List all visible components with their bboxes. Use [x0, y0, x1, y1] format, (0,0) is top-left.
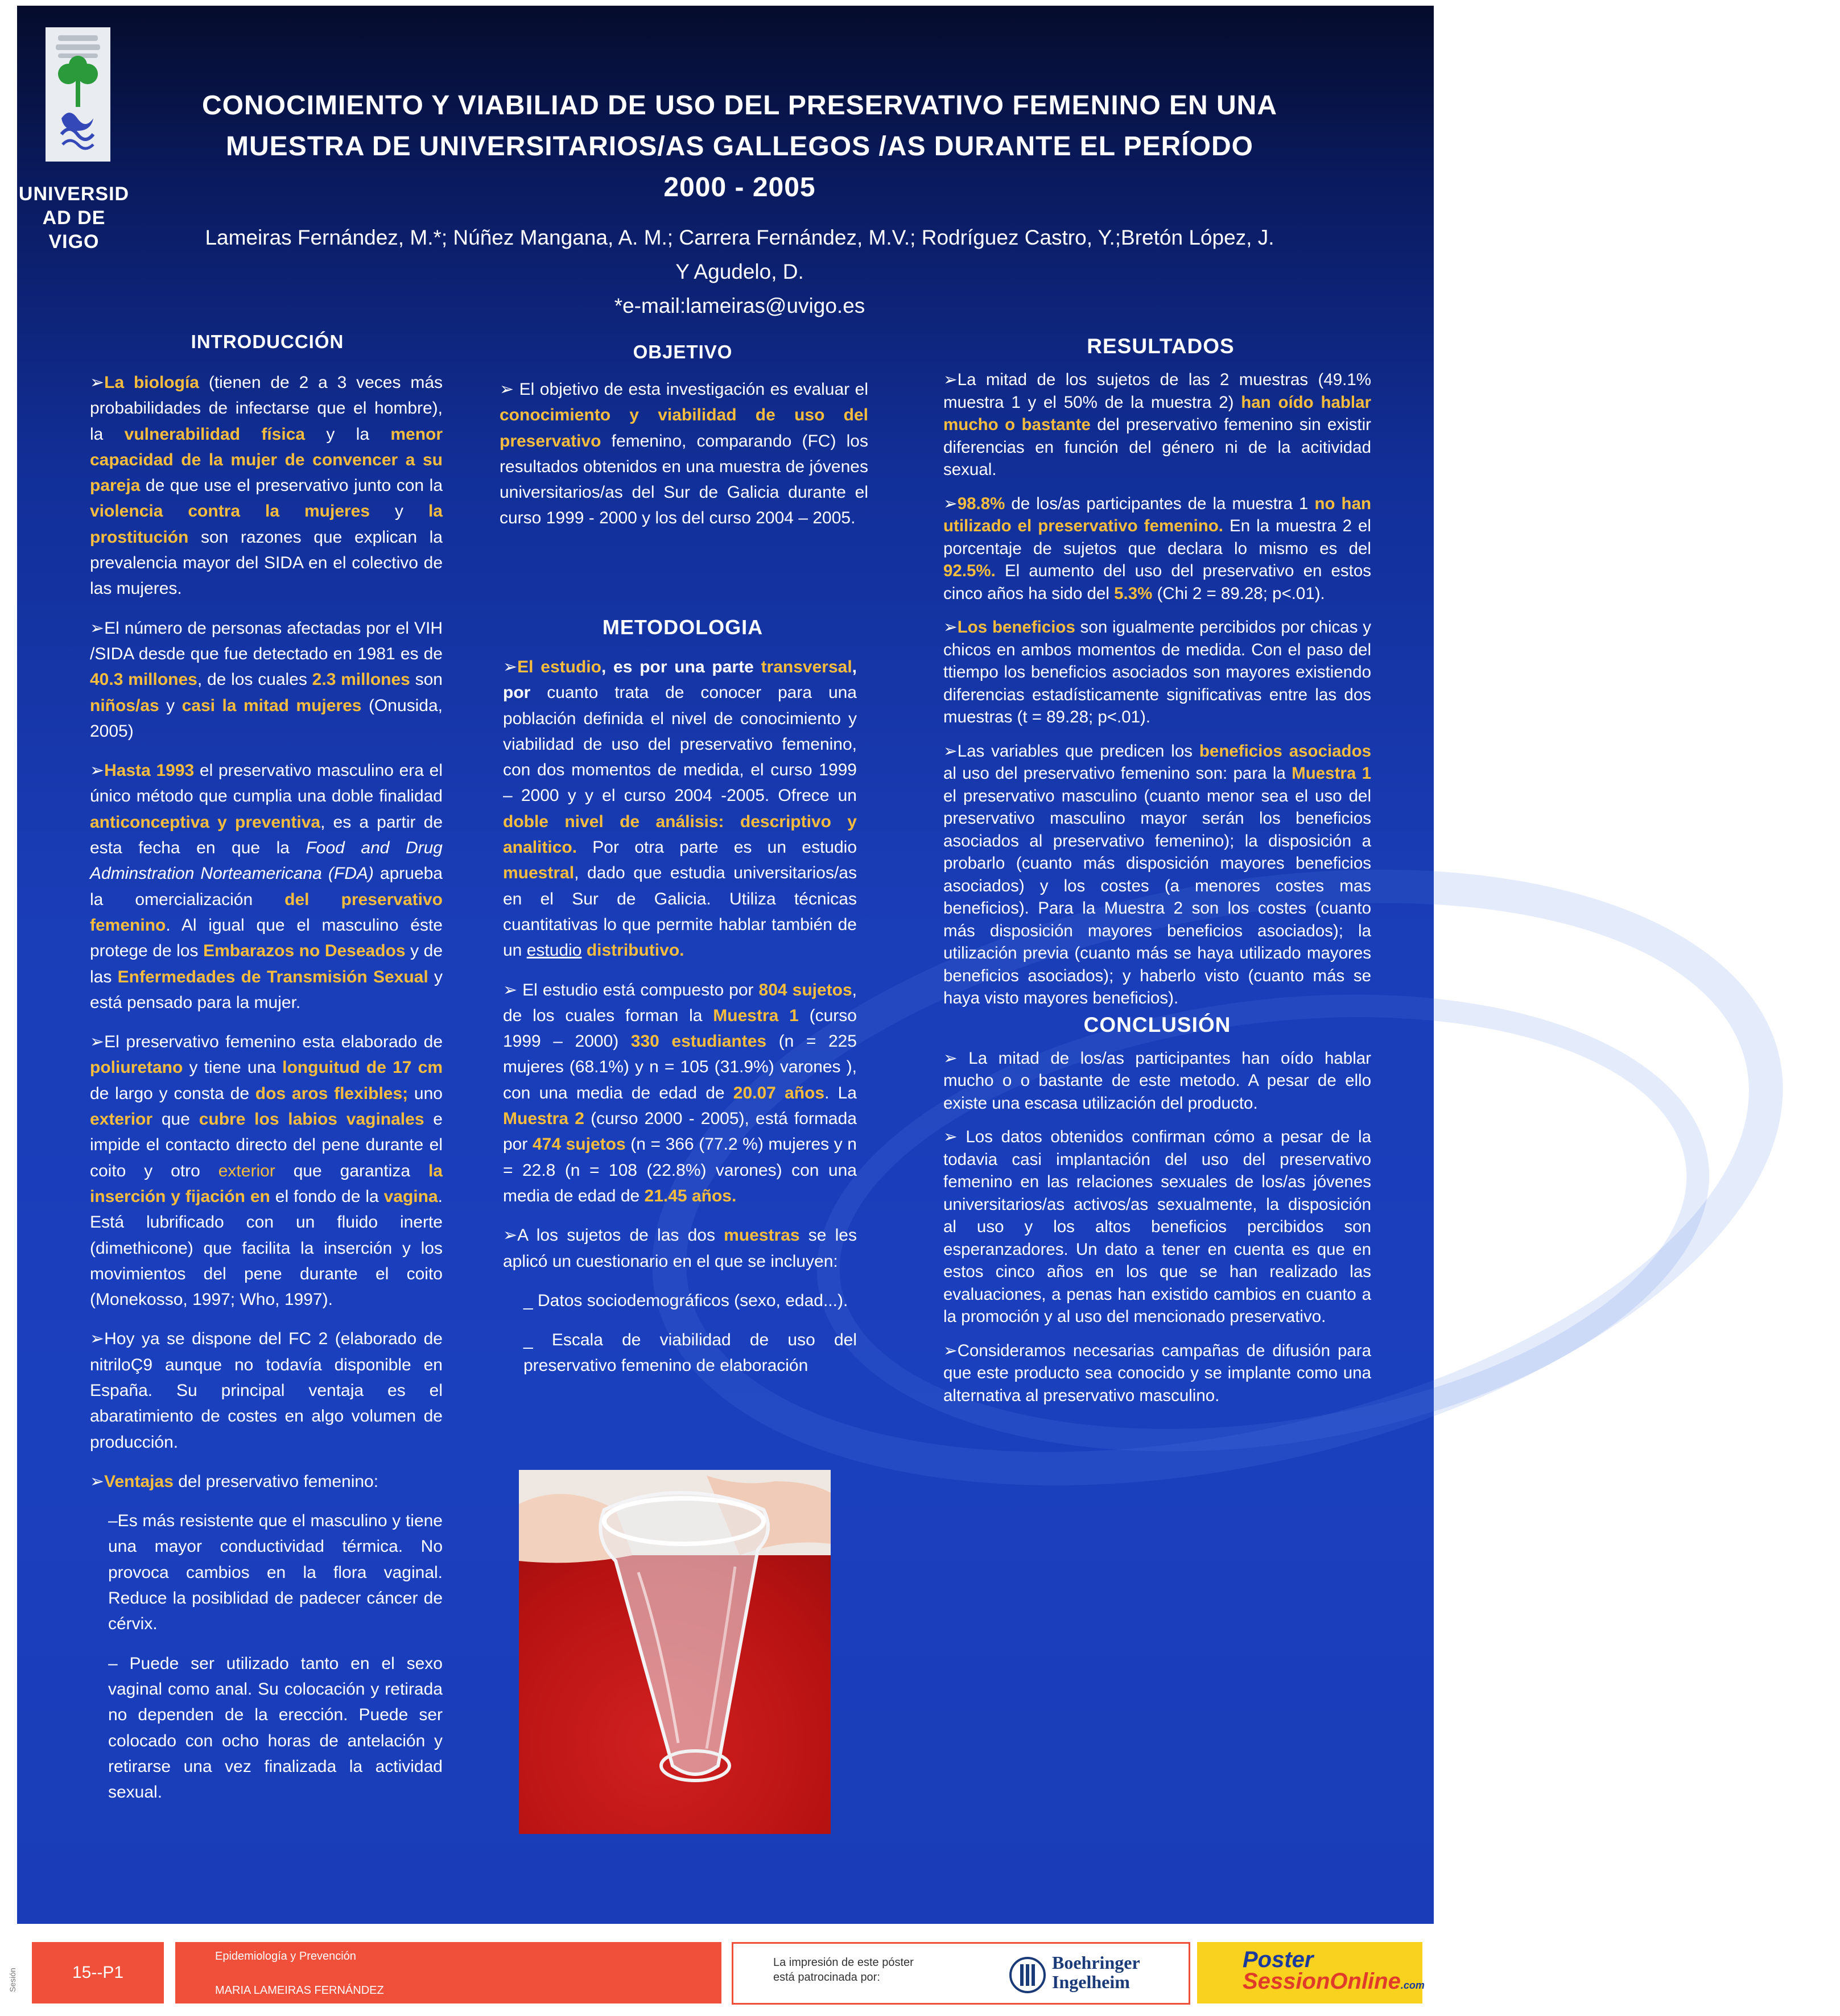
intro-paragraph [90, 1326, 443, 1455]
intro-paragraph [90, 370, 443, 602]
bullet-arrow-icon: ➢ [90, 373, 105, 392]
university-name-line: UNIVERSID [18, 183, 130, 205]
intro-text: exterior [218, 1161, 275, 1180]
intro-text: 2.3 millones [312, 670, 410, 689]
sponsor-text [773, 1955, 914, 1985]
intro-text: menor capacidad de la mujer de convencer a su pareja [90, 424, 443, 495]
questionnaire-item: _ Datos sociodemográficos (sexo, edad...). [523, 1291, 848, 1310]
conclusion-text: Consideramos necesarias campañas de difusión para que este producto sea conocido y se implante como una alternativa al preservativo masculino. [943, 1341, 1371, 1405]
bullet-arrow-icon: ➢ [90, 618, 105, 638]
intro-text: poliuretano [90, 1058, 183, 1077]
intro-text: y [159, 696, 182, 715]
result-paragraph [943, 616, 1371, 729]
intro-text: Hasta 1993 [104, 761, 195, 780]
result-text: Muestra 1 [1292, 764, 1371, 783]
intro-text: del preservativo femenino [90, 890, 443, 935]
result-paragraph [943, 369, 1371, 481]
authors [137, 221, 1343, 323]
intro-text: y tiene una [183, 1058, 283, 1077]
intro-text: vulnerabilidad física [124, 424, 306, 444]
heading-metodologia: METODOLOGIA [602, 615, 764, 639]
boehringer-logo-icon [1009, 1956, 1046, 1994]
university-logo [46, 27, 110, 162]
intro-text: y está pensado para la mujer. [90, 967, 443, 1012]
authors-line: Y Agudelo, D. [675, 260, 804, 283]
title-line: 2000 - 2005 [663, 172, 816, 203]
bullet-arrow-icon: ➢ [943, 618, 958, 637]
brand-suffix: .com [1400, 1980, 1425, 1991]
method-text: , dado que estudia universitarios/as en el Sur de Galicia. Utiliza técnicas cuantitativas lo que permite hablar también de un [503, 864, 857, 960]
method-text: muestras [724, 1226, 800, 1245]
result-text: 5.3% [1114, 584, 1153, 603]
method-text: (n = 225 mujeres (68.1%) y n = 105 (31.9%) varones ), con una media de edad de [503, 1032, 857, 1102]
intro-text: el preservativo masculino era el único método que cumplia una doble finalidad [90, 761, 443, 806]
conclusion-paragraph [943, 1047, 1371, 1115]
intro-text: (tienen de 2 a 3 veces más probabilidades de infectarse que el hombre), la [90, 373, 443, 444]
method-text: El estudio está compuesto por [517, 980, 759, 999]
intro-text: vagina [383, 1187, 438, 1206]
authors-line: Lameiras Fernández, M.*; Núñez Mangana, A. M.; Carrera Fernández, M.V.; Rodríguez Castro, Y.;Bretón López, J. [205, 226, 1274, 249]
method-text: transversal [761, 658, 852, 676]
method-text: distributivo. [586, 941, 684, 960]
intro-text: son [410, 670, 443, 689]
result-text: Las variables que predicen los [957, 741, 1199, 761]
result-text: al uso del preservativo femenino son: para la [943, 764, 1292, 783]
category-box [175, 1942, 721, 2003]
result-text: En la muestra 2 el porcentaje de sujetos que declara lo mismo es del [943, 517, 1371, 558]
sponsor-box [732, 1942, 1190, 2005]
method-text: se les aplicó un cuestionario en el que se incluyen: [503, 1226, 857, 1271]
method-text: 804 sujetos [758, 980, 852, 999]
footer-side-label [6, 1952, 28, 2009]
intro-text: son razones que explican la prevalencia mayor del SIDA en el colectivo de las mujeres. [90, 527, 443, 598]
bullet-arrow-icon: ➢ [500, 380, 514, 399]
intro-text: que [152, 1110, 199, 1129]
method-text: doble nivel de análisis: descriptivo y analitico. [503, 812, 857, 857]
column-resultados [943, 369, 1371, 1420]
result-paragraph [943, 740, 1371, 1010]
intro-text: cubre los labios vaginales [199, 1110, 424, 1129]
method-text: , por [503, 658, 857, 703]
sponsor-name-line: Ingelheim [1052, 1972, 1130, 1992]
method-text: , es por una parte [601, 658, 761, 676]
method-paragraph [503, 654, 857, 964]
intro-text: anticonceptiva y preventiva [90, 812, 321, 832]
objective-text: femenino, comparando (FC) los resultados obtenidos en una muestra de jóvenes universitarios/as del Sur de Galicia durante el curso 1999 - 2000 y los del curso 2004 – 2005. [500, 431, 868, 528]
sponsor-line: La impresión de este póster [773, 1956, 914, 1969]
advantage-item: – Puede ser utilizado tanto en el sexo vaginal como anal. Su colocación y retirada no dependen de la erección. Puede ser colocado con ocho horas de antelación y retirarse una vez finalizada la actividad sexual. [108, 1654, 443, 1802]
intro-text: de largo y consta de [90, 1084, 255, 1103]
method-text: El estudio [517, 658, 601, 676]
intro-text: y de las [90, 941, 443, 986]
intro-text: niños/as [90, 696, 159, 715]
intro-text: el fondo de la [270, 1187, 384, 1206]
column-metodologia [503, 654, 857, 1375]
poster-title [137, 85, 1343, 208]
intro-text: casi la mitad mujeres [181, 696, 362, 715]
footer [0, 1932, 1452, 2016]
conclusion-paragraph [943, 1340, 1371, 1407]
bullet-arrow-icon: ➢ [90, 1329, 105, 1349]
questionnaire-item: _ Escala de viabilidad de uso del preservativo femenino de elaboración [523, 1331, 857, 1375]
intro-text: . Al igual que el masculino éste protege de los [90, 915, 443, 961]
column-objetivo [500, 377, 868, 531]
method-text: (curso 2000 - 2005), está formada por [503, 1109, 857, 1154]
session-label: Sesión [8, 1968, 17, 1992]
result-text: (Chi 2 = 89.28; p<.01). [1152, 584, 1325, 603]
session-code: 15--P1 [72, 1963, 124, 1982]
conclusion-text: Los datos obtenidos confirman cómo a pesar de la todavia casi implantación del uso del preservativo femenino en las relaciones sexuales de los/as jóvenes universitarios/as activos/as sexualmente, la disposición al uso y los altos beneficios percibidos son esperanzadores. Un dato a tener en cuenta es que en estos cinco años en los que se han realizado las evaluaciones, a penas han existido cambios en cuanto a la promoción y al uso del mencionado preservativo. [943, 1127, 1371, 1326]
bullet-arrow-icon: ➢ [503, 658, 518, 676]
result-text: 92.5%. [943, 561, 996, 580]
title-line: MUESTRA DE UNIVERSITARIOS/AS GALLEGOS /AS DURANTE EL PERÍODO [226, 131, 1253, 162]
result-text: de los/as participantes de la muestra 1 [1005, 494, 1315, 513]
intro-text: del preservativo femenino: [173, 1472, 379, 1491]
sponsor-name [1052, 1953, 1140, 1992]
advantage-item: –Es más resistente que el masculino y tiene una mayor conductividad térmica. No provoca cambios en la flora vaginal. Reduce la posiblidad de padecer cáncer de cérvix. [108, 1511, 443, 1634]
column-introduccion [90, 370, 443, 1819]
bullet-arrow-icon: ➢ [90, 1472, 105, 1491]
university-name [17, 182, 131, 254]
method-text: Muestra 1 [713, 1006, 799, 1025]
heading-objetivo: OBJETIVO [633, 341, 733, 362]
method-text: Muestra 2 [503, 1109, 584, 1129]
bullet-arrow-icon: ➢ [90, 761, 105, 780]
result-text: La mitad de los sujetos de las 2 muestras (49.1% muestra 1 y el 50% de la muestra 2) [943, 370, 1371, 412]
author-label: MARIA LAMEIRAS FERNÁNDEZ [215, 1984, 384, 1997]
university-name-line: AD DE VIGO [42, 207, 106, 253]
title-line: CONOCIMIENTO Y VIABILIAD DE USO DEL PRESERVATIVO FEMENINO EN UNA [201, 90, 1277, 121]
intro-text: La biología [104, 373, 199, 392]
intro-text: , de los cuales [197, 670, 312, 689]
bullet-arrow-icon: ➢ [943, 1127, 958, 1146]
method-text: 474 sujetos [532, 1135, 626, 1154]
result-text: han oído hablar mucho o bastante [943, 393, 1372, 434]
heading-resultados: RESULTADOS [1087, 334, 1235, 358]
result-paragraph [943, 493, 1371, 605]
intro-text: y la [305, 424, 391, 444]
intro-text: 40.3 millones [90, 670, 197, 689]
brand-logo-line: Poster [1243, 1947, 1314, 1972]
heading-introduccion: INTRODUCCIÓN [191, 331, 344, 352]
intro-text: de que use el preservativo junto con la [140, 476, 443, 495]
sponsor-name-line: Boehringer [1052, 1952, 1140, 1973]
objective-text: conocimiento y viabilidad de uso del preservativo [500, 406, 868, 451]
method-paragraph [503, 1222, 857, 1274]
intro-text: longuitud de 17 cm [282, 1058, 443, 1077]
session-code-box [32, 1942, 164, 2003]
method-paragraph [503, 977, 857, 1209]
intro-text: que garantiza [275, 1161, 428, 1180]
result-text: 98.8% [957, 494, 1005, 513]
objective-text: El objetivo de esta investigación es evaluar el [514, 380, 868, 399]
method-text: (n = 366 (77.2 %) mujeres y n = 22.8 (n = 108 (22.8%) varones) con una media de edad de [503, 1135, 857, 1205]
brand-logo-line: SessionOnline [1243, 1969, 1401, 1994]
intro-paragraph [90, 615, 443, 744]
intro-text: El preservativo femenino esta elaborado de [104, 1032, 443, 1052]
intro-text: Food and Drug Adminstration Norteamericana (FDA) [90, 838, 443, 883]
sponsor-line: está patrocinada por: [773, 1971, 880, 1984]
intro-text: la inserción y fijación en [90, 1161, 443, 1206]
university-seal-icon [46, 27, 110, 162]
intro-text: Enfermedades de Transmisión Sexual [117, 967, 428, 986]
intro-text: dos aros flexibles; [255, 1084, 409, 1103]
bullet-arrow-icon: ➢ [503, 980, 518, 999]
method-text: Por otra parte es un estudio [577, 838, 857, 857]
intro-text: El número de personas afectadas por el VIH /SIDA desde que fue detectado en 1981 es de [90, 618, 443, 663]
intro-text: uno [408, 1084, 443, 1103]
intro-text: Ventajas [104, 1472, 174, 1491]
method-text: 330 estudiantes [630, 1032, 767, 1051]
intro-text: (Onusida, 2005) [90, 696, 443, 741]
intro-text: exterior [90, 1110, 153, 1129]
bullet-arrow-icon: ➢ [943, 1341, 958, 1360]
method-text: (curso 1999 – 2000) [503, 1006, 857, 1051]
brand-box [1197, 1942, 1425, 2003]
female-condom-illustration [519, 1470, 831, 1834]
brand-logo [1243, 1949, 1425, 1996]
method-text: estudio [526, 941, 582, 960]
category-label: Epidemiología y Prevención [215, 1950, 356, 1963]
method-text: A los sujetos de las dos [517, 1226, 724, 1245]
objective-paragraph [500, 377, 868, 531]
female-condom-photo [519, 1470, 831, 1834]
method-text: muestral [503, 864, 575, 883]
intro-paragraph [90, 758, 443, 1015]
bullet-arrow-icon: ➢ [943, 370, 958, 389]
conclusion-paragraph [943, 1126, 1371, 1328]
result-text: no han utilizado el preservativo femenino. [943, 494, 1371, 535]
method-text: cuanto trata de conocer para una población definida el nivel de conocimiento y viabilidad de uso del preservativo femenino, con dos momentos de medida, el curso 1999 – 2000 y y el curso 2004 -2005. Ofrece un [503, 683, 857, 805]
method-text: . La [824, 1083, 857, 1102]
result-text: son igualmente percibidos por chicas y chicos en ambos momentos de medida. Con el paso del ttiempo los beneficios asociados son mayores existiendo diferencias estadísticamente significativas entre las dos muestras (t = 89.28; p<.01). [943, 618, 1372, 726]
method-text: 21.45 años. [644, 1186, 737, 1205]
bullet-arrow-icon: ➢ [943, 1048, 958, 1068]
method-text [581, 941, 586, 960]
method-text: 20.07 años [733, 1083, 825, 1102]
intro-text: la prostitución [90, 502, 443, 547]
result-text: El aumento del uso del preservativo en estos cinco años ha sido del [943, 561, 1371, 603]
intro-text: Hoy ya se dispone del FC 2 (elaborado de nitriloÇ9 aunque no todavía disponible en España. Su principal ventaja es el abaratimiento de costes en algo volumen de producción. [90, 1329, 443, 1452]
bullet-arrow-icon: ➢ [90, 1032, 105, 1052]
author-email[interactable]: *e-mail:lameiras@uvigo.es [614, 294, 865, 317]
bullet-arrow-icon: ➢ [943, 741, 958, 761]
bullet-arrow-icon: ➢ [943, 494, 958, 513]
intro-text: . Está lubrificado con un fluido inerte (dimethicone) que facilita la inserción y los movimientos del pene durante el coito (Monekosso, 1997; Who, 1997). [90, 1187, 443, 1309]
intro-paragraph [90, 1469, 443, 1494]
intro-text: , es a partir de esta fecha en que la [90, 812, 443, 858]
heading-conclusion: CONCLUSIÓN [1083, 1013, 1231, 1036]
result-text: beneficios asociados [1199, 741, 1371, 761]
intro-paragraph [90, 1029, 443, 1312]
intro-text: aprueba la omercialización [90, 864, 443, 909]
conclusion-text: La mitad de los/as participantes han oído hablar mucho o o bastante de este metodo. A pesar de ello existe una escasa utilización del producto. [943, 1048, 1371, 1113]
result-text: el preservativo masculino (cuanto menor sea el uso del preservativo masculino mayor serán los beneficios asociados al preservativo femenino); la disposición a probarlo (cuanto más disposición mayores beneficios asociados) y los costes (a menores costes mas beneficios). Para la Muestra 2 son los costes (cuanto más disposición mayores beneficios asociados); la utilización previa (cuanto más se haya utilizado mayores beneficios asociados); y haberlo visto (cuanto más se haya visto mayores beneficios). [943, 786, 1371, 1007]
intro-text: violencia contra la mujeres [90, 502, 370, 521]
result-text: Los beneficios [957, 618, 1075, 637]
intro-text: Embarazos no Deseados [203, 941, 406, 961]
intro-text: y [370, 502, 428, 521]
intro-text: e impide el contacto directo del pene durante el coito y otro [90, 1110, 443, 1180]
method-text: , de los cuales forman la [503, 980, 857, 1025]
result-text: del preservativo femenino sin existir diferencias en función del género ni de la acitividad sexual. [943, 415, 1371, 479]
bullet-arrow-icon: ➢ [503, 1226, 518, 1245]
